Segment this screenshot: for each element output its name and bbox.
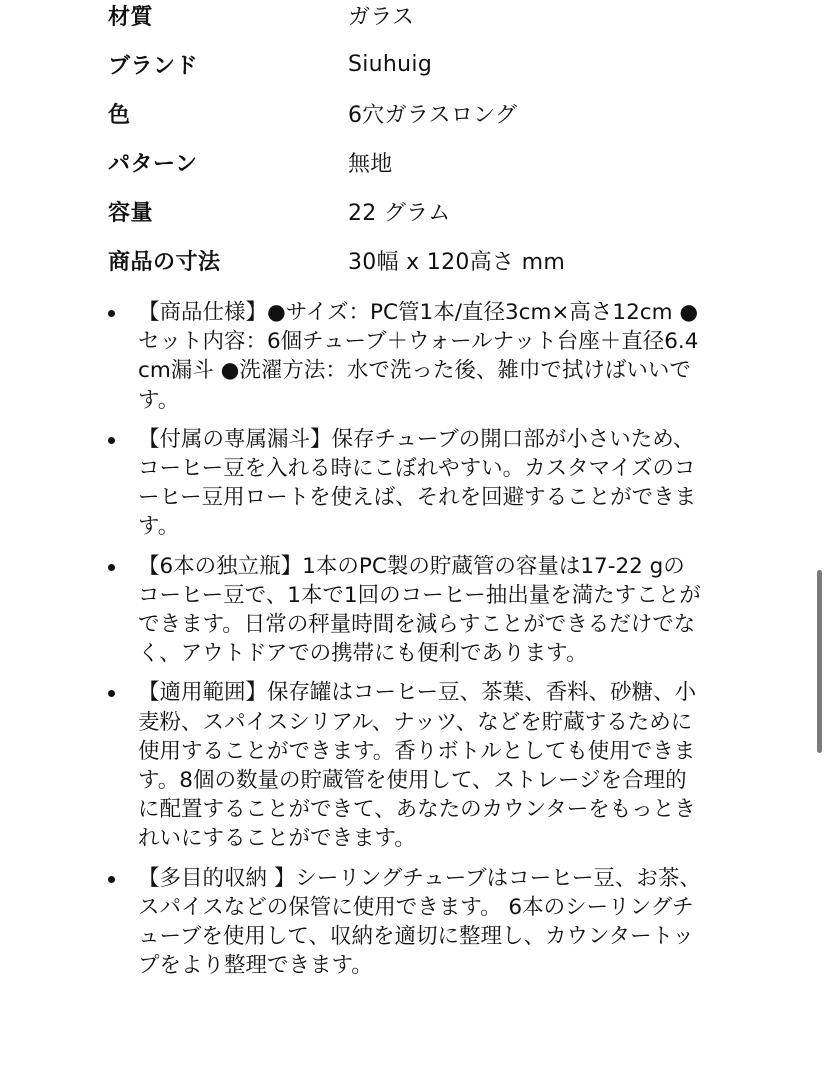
spec-row-dimensions	[108, 236, 748, 285]
product-spec-table	[108, 0, 748, 285]
spec-row-capacity	[108, 187, 748, 236]
list-item	[104, 864, 704, 981]
bullet-dot-icon	[108, 564, 115, 571]
spec-row-brand	[108, 40, 748, 89]
bullet-dot-icon	[108, 690, 115, 697]
spec-row-color	[108, 89, 748, 138]
spec-key: 材質	[108, 5, 154, 30]
list-item	[104, 552, 704, 669]
spec-row-material	[108, 0, 748, 40]
list-item	[104, 425, 704, 542]
spec-value: ガラス	[348, 5, 415, 30]
bullet-text: 【6本の独立瓶】1本のPC製の貯蔵管の容量は17-22 gのコーヒー豆で、1本で1回のコーヒー抽出量を満たすことができます。日常の秤量時間を減らすことができるだけでなく、アウトドアでの携帯にも便利であります。	[138, 553, 701, 667]
bullet-dot-icon	[108, 437, 115, 444]
spec-value: 無地	[348, 152, 393, 177]
spec-value: 22 グラム	[348, 201, 451, 226]
bullet-text: 【適用範囲】保存罐はコーヒー豆、茶葉、香料、砂糖、小麦粉、スパイスシリアル、ナッツ、などを貯蔵するために使用することができます。香りボトルとしても使用できます。8個の数量の貯蔵管を使用して、ストレージを合理的に配置することができて、あなたのカウンターをもっときれいにすることができます。	[138, 680, 697, 852]
spec-value: 6穴ガラスロング	[348, 103, 518, 128]
spec-row-pattern	[108, 138, 748, 187]
bullet-dot-icon	[108, 876, 115, 883]
bullet-text: 【多目的収納 】シーリングチューブはコーヒー豆、お茶、スパイスなどの保管に使用できます。 6本のシーリングチューブを使用して、収納を適切に整理し、カウンタートップをより整理できます。	[138, 865, 701, 979]
spec-key: 商品の寸法	[108, 250, 221, 275]
feature-bullet-list	[104, 298, 704, 990]
spec-key: パターン	[108, 152, 198, 177]
scrollbar-thumb[interactable]	[817, 570, 822, 753]
bullet-dot-icon	[108, 310, 115, 317]
spec-value: Siuhuig	[348, 52, 433, 77]
spec-key: ブランド	[108, 54, 199, 79]
spec-key: 容量	[108, 201, 154, 226]
bullet-text: 【付属の専属漏斗】保存チューブの開口部が小さいため、コーヒー豆を入れる時にこぼれやすい。カスタマイズのコーヒー豆用ロートを使えば、それを回避することができます。	[138, 426, 697, 540]
spec-value: 30幅 x 120高さ mm	[348, 250, 566, 275]
scrollbar[interactable]	[816, 0, 824, 1080]
list-item	[104, 298, 704, 415]
spec-key: 色	[108, 103, 131, 128]
list-item	[104, 678, 704, 853]
bullet-text: 【商品仕様】●サイズ：PC管1本/直径3cm×高さ12cm ●セット内容：6個チューブ＋ウォールナット台座＋直径6.4cm漏斗 ●洗濯方法：水で洗った後、雑巾で拭けばいいです。	[138, 300, 699, 413]
